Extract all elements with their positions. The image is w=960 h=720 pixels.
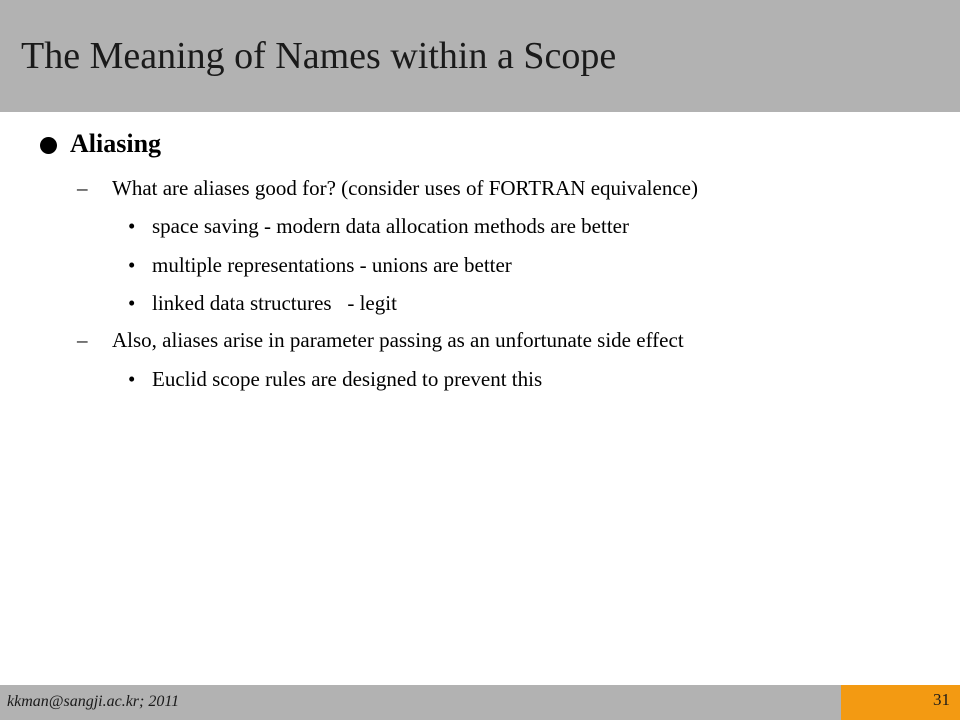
bullet-marker: • [128,291,136,315]
sub-sub-bullet-text: space saving - modern data allocation methods are better [152,214,629,238]
bullet-marker: • [128,253,136,277]
sub-bullet-text: What are aliases good for? (consider uses of FORTRAN equivalence) [112,176,698,200]
page-number: 31 [933,690,950,709]
sub-bullet-text: Also, aliases arise in parameter passing as an unfortunate side effect [112,328,684,352]
title-bar [0,0,960,112]
dash-marker: – [77,176,88,200]
bullet-marker: • [128,367,136,391]
sub-sub-bullet-text: multiple representations - unions are better [152,253,512,277]
main-bullet-heading: Aliasing [70,129,162,158]
footer-bar [0,685,841,720]
dash-marker: – [77,328,88,352]
bullet-marker: • [128,214,136,238]
footer-author: kkman@sangji.ac.kr; 2011 [7,693,180,710]
sub-sub-bullet-text: Euclid scope rules are designed to prevent this [152,367,543,391]
sub-sub-bullet-text: linked data structures - legit [152,291,397,315]
bullet-dot-icon [40,137,57,154]
page-number-box [841,685,960,720]
slide-title: The Meaning of Names within a Scope [21,35,617,77]
